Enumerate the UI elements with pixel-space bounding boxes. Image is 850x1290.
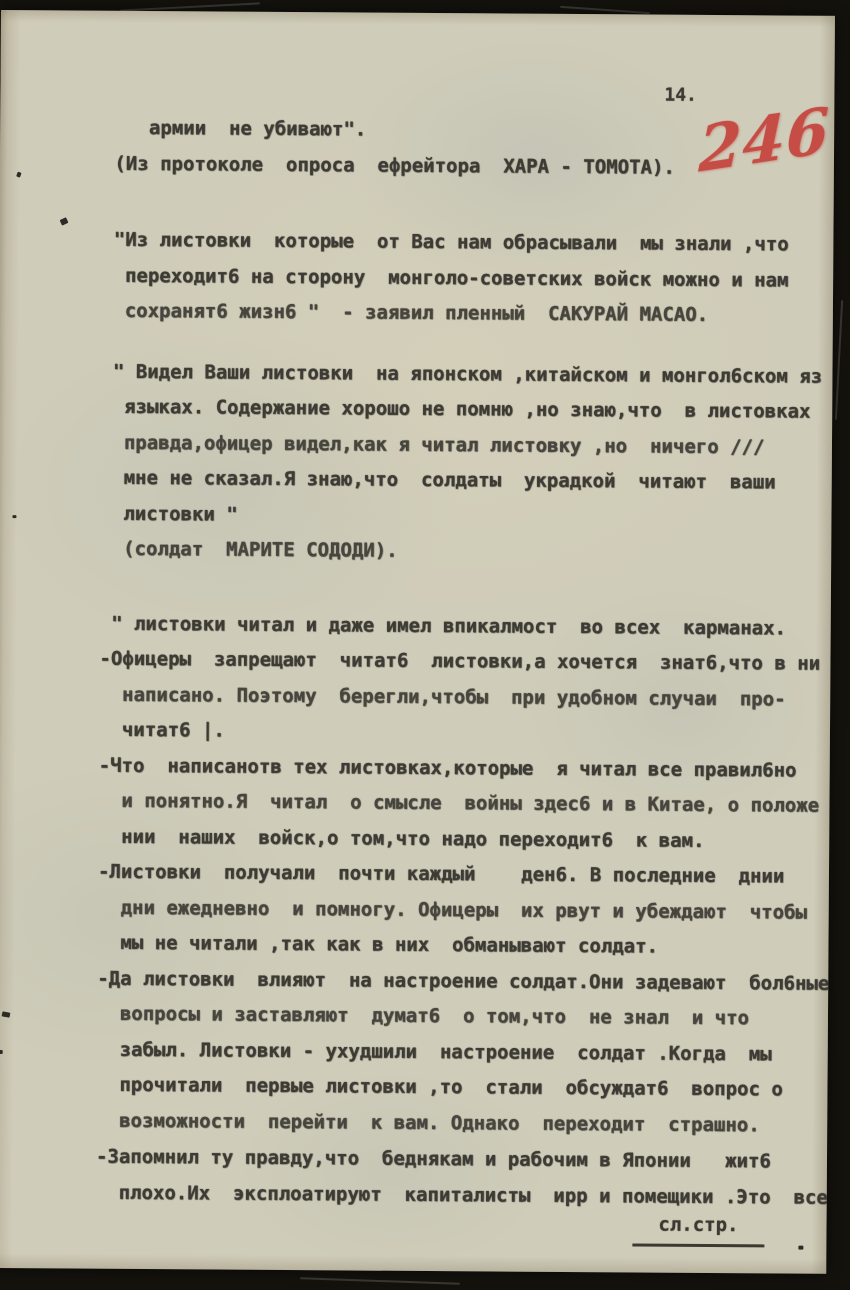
text-line: армии не убивают". <box>103 116 367 141</box>
paragraph-lines <box>102 223 834 335</box>
text-line: плохо.Их эксплоатируют капиталисты ирр и помещики .Это все <box>95 1181 828 1209</box>
text-line: мне не сказал.Я знаю,что солдаты украдкой читают ваши <box>100 466 776 494</box>
text-line: прочитали первые листовки ,то стали обсуждат6 вопрос о <box>96 1073 783 1101</box>
text-line: правда,офицер видел,как я читал листовку ,но ничего /// <box>100 431 765 458</box>
paragraph <box>103 111 834 187</box>
text-line: " Видел Ваши листовки на японском ,китайском и монгол6ском яз <box>101 360 823 388</box>
text-line: (Из протоколе опроса ефрейтора ХАРА - ТОМОТА). <box>102 152 675 179</box>
text-line: переходит6 на сторону монголо-советских войск можно и нам <box>102 264 789 292</box>
document-page <box>0 10 835 1274</box>
text-line: сохранят6 жизн6 " - заявил пленный САКУРАЙ МАСАО. <box>101 299 709 326</box>
paragraph-lines <box>100 354 832 572</box>
scan-scratch <box>300 1277 460 1285</box>
paragraph <box>96 606 831 1144</box>
paragraph <box>102 223 834 335</box>
text-line: возможности перейти к вам. Однако переходит страшно. <box>96 1109 760 1136</box>
text-line: забыл. Листовки - ухудшили настроение солдат .Когда мы <box>96 1038 772 1065</box>
text-line: языках. Содержание хорошо не помню ,но знаю,что в листовках <box>101 395 811 423</box>
paragraph-lines <box>103 111 834 187</box>
text-line: читат6 |. <box>98 718 225 742</box>
text-line: мы не читали ,так как в них обманывают солдат. <box>97 931 659 958</box>
handwritten-stamp-number: 246 <box>697 92 831 187</box>
paragraph <box>96 1140 827 1216</box>
page-number: 14. <box>664 84 698 106</box>
text-line: -Что написанотв тех листовках,которые я читал все правил6но <box>98 754 797 782</box>
text-line: (солдат МАРИТЕ СОДОДИ). <box>100 537 398 562</box>
text-line: " листовки читал и даже имел впикалмост во всех карманах. <box>99 612 787 639</box>
typed-text <box>0 10 835 1248</box>
paragraph-lines <box>96 1140 827 1216</box>
text-line: -Офицеры запрещают читат6 листовки,а хочется знат6,что в ни <box>99 647 821 675</box>
text-blocks <box>96 111 835 1216</box>
paragraph-lines <box>96 606 831 1144</box>
text-line: -Листовки получали почти каждый ден6. В последние днии <box>97 860 785 888</box>
scan-scratch <box>835 300 843 420</box>
text-line: написано. Поэтому берегли,чтобы при удобном случаи про- <box>99 683 786 710</box>
scan-scratch <box>560 6 650 14</box>
text-line: вопросы и заставляют думат6 о том,что не знал и что <box>96 1002 750 1030</box>
text-line: и понятно.Я читал о смысле войны здес6 и в Китае, о положе <box>98 789 820 817</box>
paragraph <box>100 354 832 572</box>
continuation-label: сл.стр. <box>632 1206 764 1247</box>
text-line: -Да листовки влияют на настроение солдат.Они задевают бол6ные <box>97 967 830 995</box>
text-line: нии наших войск,о том,что надо переходит6 к вам. <box>98 825 705 852</box>
text-line: листовки " <box>100 502 238 526</box>
text-line: -Запомнил ту правду,что беднякам и рабочим в Японии жит6 <box>95 1145 771 1173</box>
text-line: "Из листовки которые от Вас нам обрасывали мы знали ,что <box>102 228 789 256</box>
text-line: дни ежедневно и помногу. Офицеры их рвут и убеждают чтобы <box>97 896 808 924</box>
